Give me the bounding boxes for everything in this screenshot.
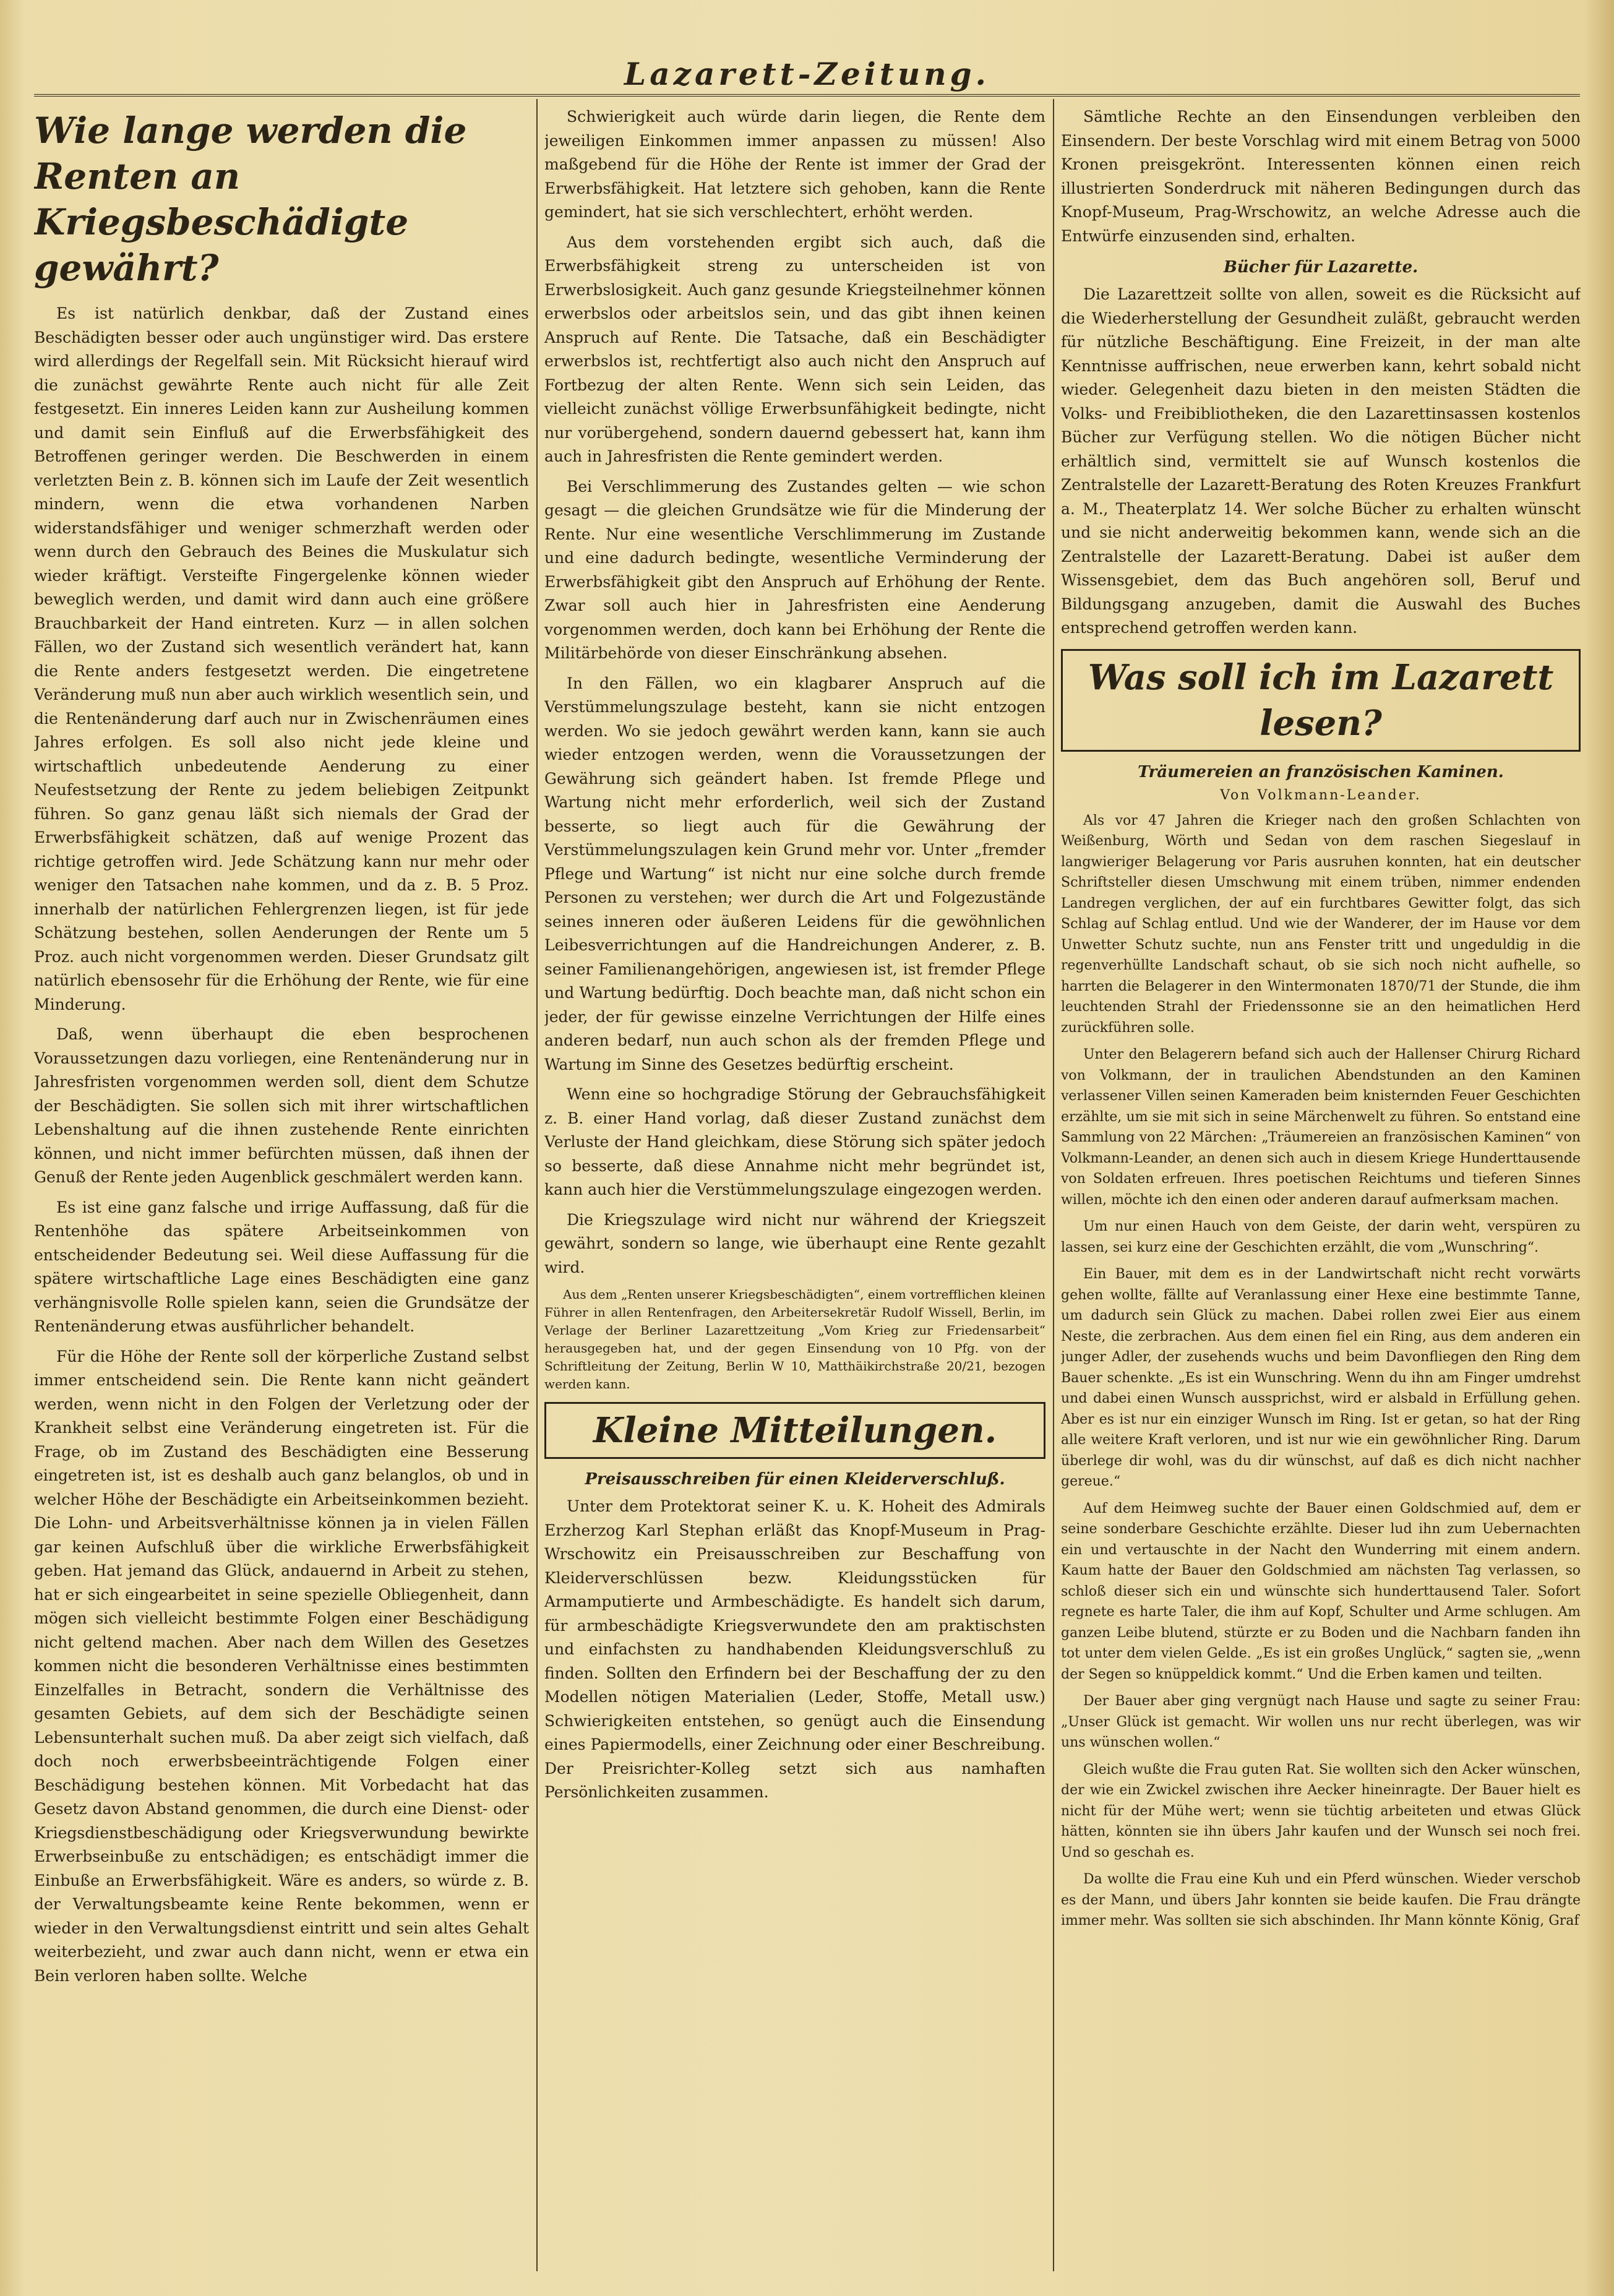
paragraph: Gleich wußte die Frau guten Rat. Sie wollten sich den Acker wünschen, der wie ein Zwickel zwischen ihre Aecker hineinragte. Der Bauer hielt es nicht für der Mühe wert; wenn sie tüchtig arbeiteten und etwas Glück hätten, könnten sie ihn übers Jahr kaufen und der Wunsch sei noch frei. Und so geschah es.	[1061, 1761, 1581, 1860]
paragraph: Schwierigkeit auch würde darin liegen, die Rente dem jeweiligen Einkommen immer anpassen zu müssen! Also maßgebend für die Höhe der Rente ist immer der Grad der Erwerbsfähigkeit. Hat letztere sich gehoben, kann die Rente gemindert, hat sie sich verschlechtert, erhöht werden.	[544, 108, 1045, 221]
paragraph: Für die Höhe der Rente soll der körperliche Zustand selbst immer entscheidend sein. Die Rente kann nicht geändert werden, wenn nicht in den Folgen der Verletzung oder der Krankheit selbst eine Veränderung eingetreten ist. Für die Frage, ob im Zustand des Beschädigten eine Besserung eingetreten ist, ist es deshalb auch ganz belanglos, ob und in welcher Höhe der Beschädigte ein Arbeitseinkommen bezieht. Die Lohn- und Arbeitsverhältnisse können ja in vielen Fällen gar keinen Aufschluß über die wirkliche Erwerbsfähigkeit geben. Hat jemand das Glück, andauernd in Arbeit zu stehen, hat er sich eingearbeitet in seine spezielle Obliegenheit, dann mögen sich vielleicht bestimmte Folgen einer Beschädigung nicht geltend machen. Aber nach dem Willen des Gesetzes kommen nicht die besonderen Verhältnisse eines bestimmten Einzelfalles in Betracht, sondern die Verhältnisse des gesamten Gebiets, auf dem sich der Beschädigte seinen Lebensunterhalt suchen muß. Da aber zeigt sich vielfach, daß doch noch erwerbsbeeinträchtigende Folgen einer Beschädigung bestehen können. Mit Vorbedacht hat das Gesetz davon Abstand genommen, die durch eine Dienst- oder Kriegsdienstbeschädigung oder Kriegsverwundung bewirkte Erwerbseinbuße zu entschädigen; es entschädigt immer die Einbuße an Erwerbsfähigkeit. Wäre es anders, so würde z. B. der Verwaltungsbeamte keine Rente bekommen, wenn er wieder in den Verwaltungsdienst eintritt und sein altes Gehalt weiterbezieht, und zwar auch dann nicht, wenn er etwa ein Bein verloren haben sollte. Welche	[34, 1347, 529, 1985]
paragraph: Bei Verschlimmerung des Zustandes gelten — wie schon gesagt — die gleichen Grundsätze wie für die Minderung der Rente. Nur eine wesentliche Verschlimmerung im Zustande und eine dadurch bedingte, wesentliche Verminderung der Erwerbsfähigkeit gibt den Anspruch auf Erhöhung der Rente. Zwar soll auch hier in Jahresfristen eine Aenderung vorgenommen werden, doch kann bei Erhöhung der Rente die Militärbehörde von dieser Einschränkung absehen.	[544, 477, 1045, 662]
paragraph: Um nur einen Hauch von dem Geiste, der darin weht, verspüren zu lassen, sei kurz eine der Geschichten erzählt, die vom „Wunschring“.	[1061, 1219, 1581, 1255]
paragraph: Sämtliche Rechte an den Einsendungen verbleiben den Einsendern. Der beste Vorschlag wird mit einem Betrag von 5000 Kronen preisgekrönt. Interessenten können einen reich illustrierten Sonderdruck mit näheren Bedingungen durch das Knopf-Museum, Prag-Wrschowitz, an welche Adresse auch die Entwürfe einzusenden sind, erhalten.	[1061, 108, 1581, 245]
column-3	[1061, 105, 1581, 2271]
subsection-title: Preisausschreiben für einen Kleiderverschluß.	[585, 1470, 1005, 1489]
paragraph: Auf dem Heimweg suchte der Bauer einen Goldschmied auf, dem er seine sonderbare Geschichte erzählte. Dieser lud ihn zum Uebernachten ein und vertauschte in der Nacht den Wunderring mit einem andern. Kaum hatte der Bauer den Goldschmied am nächsten Tag verlassen, so schloß dieser sich ein und wünschte sich hunderttausend Taler. Sofort regnete es harte Taler, die ihm auf Kopf, Schulter und Arme schlugen. Am ganzen Leibe blutend, stürzte er zu Boden und die Nachbarn fanden ihn tot unter dem vielen Gelde. „Es ist ein großes Unglück,“ sagten sie, „wenn der Segen so knüppeldick kommt.“ Und die Erben kamen und teilten.	[1061, 1500, 1581, 1682]
paragraph: Es ist natürlich denkbar, daß der Zustand eines Beschädigten besser oder auch ungünstiger wird. Das erstere wird allerdings der Regelfall sein. Mit Rücksicht hierauf wird die zunächst gewährte Rente auch nicht für alle Zeit festgesetzt. Ein inneres Leiden kann zur Ausheilung kommen und damit sein Einfluß auf die Erwerbsfähigkeit des Betroffenen geringer werden. Die Beschwerden in einem verletzten Bein z. B. können sich im Laufe der Zeit wesentlich mindern, wenn die etwa vorhandenen Narben widerstandsfähiger und weniger schmerzhaft werden oder wenn durch den Gebrauch des Beines die Muskulatur sich wieder kräftigt. Versteifte Fingergelenke können wieder beweglich werden, und damit wird dann auch eine größere Brauchbarkeit der Hand eintreten. Kurz — in allen solchen Fällen, wo der Zustand sich wesentlich verändert hat, kann die Rente anders festgesetzt werden. Die eingetretene Veränderung muß nun aber auch wirklich wesentlich sein, und die Rentenänderung darf auch nur in Zwischenräumen eines Jahres erfolgen. Es soll also nicht jede kleine und wirtschaftlich unbedeutende Aenderung zu einer Neufestsetzung der Rente zu jedem beliebigen Zeitpunkt führen. So ganz genau läßt sich niemals der Grad der Erwerbsfähigkeit schätzen, daß auf wenige Prozent das richtige getroffen wird. Jede Schätzung kann nur mehr oder weniger den Tatsachen nahe kommen, und da z. B. 5 Proz. innerhalb der natürlichen Fehlergrenzen liegen, ist für jede Schätzung bestehen, sollen Aenderungen der Rente um 5 Proz. auch nicht vorgenommen werden. Dieser Grundsatz gilt natürlich ebensosehr für die Erhöhung der Rente, wie für eine Minderung.	[34, 304, 529, 1013]
section-title: Kleine Mitteilungen.	[593, 1410, 997, 1451]
column-2	[544, 105, 1045, 2271]
paragraph: Unter dem Protektorat seiner K. u. K. Hoheit des Admirals Erzherzog Karl Stephan erläßt das Knopf-Museum in Prag-Wrschowitz ein Preisausschreiben zur Beschaffung von Kleiderverschlüssen bezw. Kleidungsstücken für Armamputierte und Armbeschädigte. Es handelt sich darum, für armbeschädigte Kriegsverwundete den am praktischsten und einfachsten zu handhabenden Kleidungsverschluß zu finden. Sollten den Erfindern bei der Beschaffung der zu den Modellen nötigen Materialien (Leder, Stoffe, Metall usw.) Schwierigkeiten entstehen, so genügt auch die Einsendung eines Papiermodells, einer Zeichnung oder einer Beschreibung. Der Preisrichter-Kolleg setzt sich aus namhaften Persönlichkeiten zusammen.	[544, 1497, 1045, 1801]
paragraph: Als vor 47 Jahren die Krieger nach den großen Schlachten von Weißenburg, Wörth und Sedan von dem raschen Siegeslauf in langwieriger Belagerung vor Paris ausruhen konnten, hat ein deutscher Schriftsteller diesen Umschwung mit einem trüben, nimmer endenden Landregen verglichen, der auf ein furchtbares Gewitter folgt, das sich Schlag auf Schlag entlud. Und wie der Wanderer, der im Hause vor dem Unwetter Schutz suchte, nun ans Fenster tritt und ungeduldig in die regenverhüllte Landschaft schaut, ob sie sich noch nicht aufhelle, so harrten die Belagerer in den Wintermonaten 1870/71 der Stunde, die ihm leuchtenden Strahl der Friedenssonne sie an den heimatlichen Herd zurückführen solle.	[1061, 812, 1581, 1036]
paragraph: Unter den Belagerern befand sich auch der Hallenser Chirurg Richard von Volkmann, der in traulichen Abendstunden an den Kaminen verlassener Villen seinen Kameraden beim knisternden Feuer Geschichten erzählte, um sie mit sich in seine Märchenwelt zu führen. So entstand eine Sammlung von 22 Märchen: „Träumereien an französischen Kaminen“ von Volkmann-Leander, an denen sich auch in diesem Kriege Hunderttausende von Soldaten erfreuen. Ihres poetischen Reichtums und tieferen Sinnes willen, möchte ich den einen oder anderen darauf aufmerksam machen.	[1061, 1047, 1581, 1208]
subsection-title: Bücher für Lazarette.	[1223, 258, 1419, 277]
section-header-box	[544, 1402, 1045, 1459]
paragraph: Es ist eine ganz falsche und irrige Auffassung, daß für die Rentenhöhe das spätere Arbeitseinkommen von entscheidender Bedeutung sei. Weil diese Auffassung für die spätere wirtschaftliche Lage eines Beschädigten eine ganz verhängnisvolle Rolle spielen kann, seien die Grundsätze der Rentenänderung etwas ausführlicher behandelt.	[34, 1198, 529, 1335]
paragraph: Der Bauer aber ging vergnügt nach Hause und sagte zu seiner Frau: „Unser Glück ist gemacht. Wir wollen uns nur recht überlegen, was wir uns wünschen wollen.“	[1061, 1693, 1581, 1750]
paragraph: Die Kriegszulage wird nicht nur während der Kriegszeit gewährt, sondern so lange, wie überhaupt eine Rente gezahlt wird.	[544, 1210, 1045, 1276]
paragraph: Aus dem vorstehenden ergibt sich auch, daß die Erwerbsfähigkeit streng zu unterscheiden ist von Erwerbslosigkeit. Auch ganz gesunde Kriegsteilnehmer können erwerbslos oder arbeitslos sein, und das gibt ihnen keinen Anspruch auf Rente. Die Tatsache, daß ein Beschädigter erwerbslos ist, rechtfertigt also auch nicht den Anspruch auf Fortbezug der alten Rente. Wenn sich sein Leiden, das vielleicht zunächst völlige Erwerbsunfähigkeit bedingte, nicht nur vorübergehend, sondern dauernd gebessert hat, kann ihm auch in Jahresfristen die Rente gemindert werden.	[544, 233, 1045, 465]
paragraph: Da wollte die Frau eine Kuh und ein Pferd wünschen. Wieder verschob es der Mann, und übers Jahr konnten sie beide kaufen. Die Frau drängte immer mehr. Was sollten sie sich abschinden. Ihr Mann könnte König, Graf	[1061, 1872, 1581, 1928]
story-byline: Von Volkmann-Leander.	[1220, 787, 1422, 803]
article-title: Wie lange werden die Renten an Kriegsbeschädigte gewährt?	[34, 110, 467, 289]
paragraph: Daß, wenn überhaupt die eben besprochenen Voraussetzungen dazu vorliegen, eine Rentenänderung nur in Jahresfristen vorgenommen werden soll, dient dem Schutze der Beschädigten. Sie sollen sich mit ihrer wirtschaftlichen Lebenshaltung auf die ihnen zustehende Rente einrichten können, und nicht immer befürchten müssen, daß ihnen der Genuß der Rente jeden Augenblick geschmälert werden kann.	[34, 1025, 529, 1186]
column-divider	[536, 99, 538, 2271]
section-title: Was soll ich im Lazarett lesen?	[1088, 656, 1554, 744]
paragraph: Die Lazarettzeit sollte von allen, soweit es die Rücksicht auf die Wiederherstellung der Gesundheit zuläßt, gebraucht werden für nützliche Beschäftigung. Eine Freizeit, in der man alte Kenntnisse auffrischen, neue erwerben kann, kehrt sobald nicht wieder. Gelegenheit dazu bieten in den meisten Städten die Volks- und Freibibliotheken, die den Lazarettinsassen kostenlos Bücher zur Verfügung stellen. Wo die nötigen Bücher nicht erhältlich sind, vermittelt sie auf Wunsch kostenlos die Zentralstelle der Lazarett-Beratung des Roten Kreuzes Frankfurt a. M., Theaterplatz 14. Wer solche Bücher zu erhalten wünscht und sie nicht anderweitig bekommen kann, wende sich an die Zentralstelle der Lazarett-Beratung. Dabei ist außer dem Wissensgebiet, dem das Buch angehören soll, Beruf und Bildungsgang anzugeben, damit die Auswahl des Buches entsprechend getroffen werden kann.	[1061, 285, 1581, 637]
masthead-rule	[34, 94, 1580, 97]
paragraph: In den Fällen, wo ein klagbarer Anspruch auf die Verstümmelungszulage besteht, kann sie nicht entzogen werden. Wo sie jedoch gewährt werden kann, kann sie auch wieder entzogen werden, wenn die Voraussetzungen der Gewährung sich geändert haben. Ist fremde Pflege und Wartung nicht mehr erforderlich, weil sich der Zustand besserte, so liegt auch für die Gewährung der Verstümmelungszulagen kein Grund mehr vor. Unter „fremder Pflege und Wartung“ ist nicht nur eine solche durch fremde Personen zu verstehen; wer durch die Art und Folgezustände seines inneren oder äußeren Leidens für die gewöhnlichen Leibesverrichtungen auf die Handreichungen Anderer, z. B. seiner Familienangehörigen, angewiesen ist, ist fremder Pflege und Wartung bedürftig. Doch beachte man, daß nicht schon ein jeder, der für gewisse einzelne Verrichtungen der Hilfe eines anderen bedarf, nun auch schon als der fremden Pflege und Wartung im Sinne des Gesetzes bedürftig erscheint.	[544, 674, 1045, 1073]
section-header-box	[1061, 649, 1581, 752]
source-note: Aus dem „Renten unserer Kriegsbeschädigten“, einem vortrefflichen kleinen Führer in allen Rentenfragen, den Arbeitersekretär Rudolf Wissell, Berlin, im Verlage der Berliner Lazarettzeitung „Vom Krieg zur Friedensarbeit“ herausgegeben hat, und der gegen Einsendung von 10 Pfg. von der Schriftleitung der Zeitung, Berlin W 10, Matthäikirchstraße 20/21, bezogen werden kann.	[544, 1287, 1045, 1391]
column-divider	[1053, 99, 1054, 2271]
paragraph: Wenn eine so hochgradige Störung der Gebrauchsfähigkeit z. B. einer Hand vorlag, daß dieser Zustand zunächst dem Verluste der Hand gleichkam, diese Störung sich später jedoch so besserte, daß diese Annahme nicht mehr begründet ist, kann auch hier die Verstümmelungszulage eingezogen werden.	[544, 1085, 1045, 1198]
column-1	[34, 105, 529, 2271]
masthead: Lazarett-Zeitung.	[624, 56, 990, 92]
paragraph: Ein Bauer, mit dem es in der Landwirtschaft nicht recht vorwärts gehen wollte, fällte auf Veranlassung einer Hexe eine bestimmte Tanne, um dadurch sein Glück zu machen. Dabei rollen zwei Eier aus einem Neste, die zerbrachen. Aus dem einen fiel ein Ring, aus dem anderen ein junger Adler, der zusehends wuchs und beim Davonfliegen den Ring dem Bauer schenkte. „Es ist ein Wunschring. Wenn du ihn am Finger umdrehst und dabei einen Wunsch aussprichst, wird er alsbald in Erfüllung gehen. Aber es ist nur ein einziger Wunsch im Ring. Ist er getan, so hat der Ring alle weitere Kraft verloren, und ist nur wie ein gewöhnlicher Ring. Darum überlege dir wohl, was du dir wünschst, auf daß es dich nicht nachher gereue.“	[1061, 1266, 1581, 1489]
story-title: Träumereien an französischen Kaminen.	[1138, 762, 1504, 781]
